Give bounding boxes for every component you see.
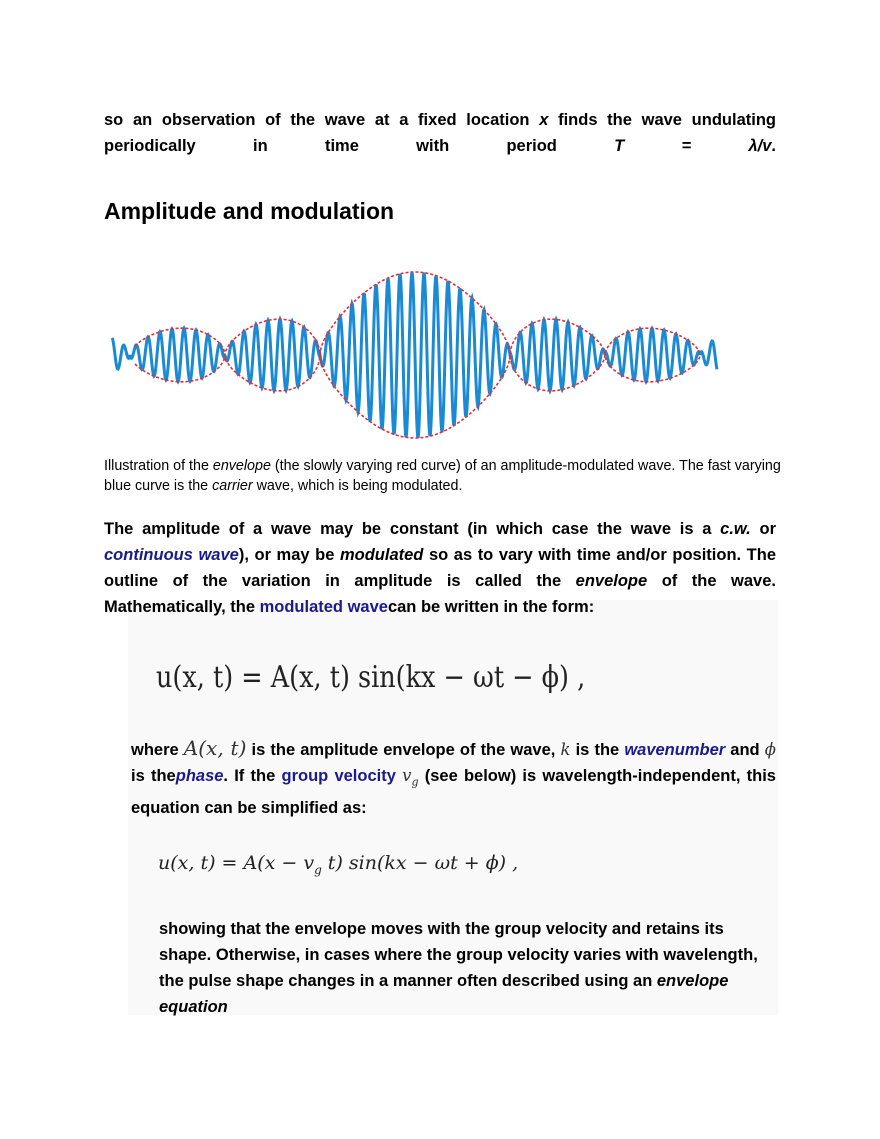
link-continuous-wave[interactable]: continuous wave (104, 546, 239, 564)
where-paragraph: where A(x, t) is the amplitude envelope of the wave, k is the wavenumber and ϕ is thephase. If the group velocity $v_g$ (see below) is wavelength-independent, this equation can be simplified as: (131, 736, 776, 818)
equation-1: u(x, t) = A(x, t) sin(kx − ωt − ϕ) , (156, 660, 586, 695)
equation-2: u(x, $t) = A(x - v_g$ t) sin(kx − ωt + ϕ) , (158, 852, 519, 877)
figure-caption: Illustration of the envelope (the slowly varying red curve) of an amplitude-modulated wave. The fast varying blue curve is the carrier wave, which is being modulated. (104, 458, 781, 494)
link-modulated-wave[interactable]: modulated wave (259, 598, 388, 616)
modulated-wave-figure (0, 0, 880, 460)
carrier-wave (112, 272, 717, 438)
link-phase[interactable]: phase (175, 767, 224, 785)
section-heading: Amplitude and modulation (104, 198, 395, 224)
link-wavenumber[interactable]: wavenumber (624, 741, 726, 759)
intro-paragraph: so an observation of the wave at a fixed location x finds the wave undulating periodically in time with period T = λ/v. (104, 111, 777, 155)
link-group-velocity[interactable]: group velocity (281, 767, 396, 785)
envelope-paragraph: showing that the envelope moves with the group velocity and retains its shape. Otherwise, in cases where the group velocity varies with wavelength, the pulse shape changes in a manner often described using an envelope equation (159, 920, 758, 1016)
amplitude-paragraph: The amplitude of a wave may be constant (in which case the wave is a c.w. or continuous wave), or may be modulated so as to vary with time and/or position. The outline of the variation in amplitude is called the envelope of the wave. Mathematically, the modulated wavecan be written in the form: (104, 520, 777, 616)
